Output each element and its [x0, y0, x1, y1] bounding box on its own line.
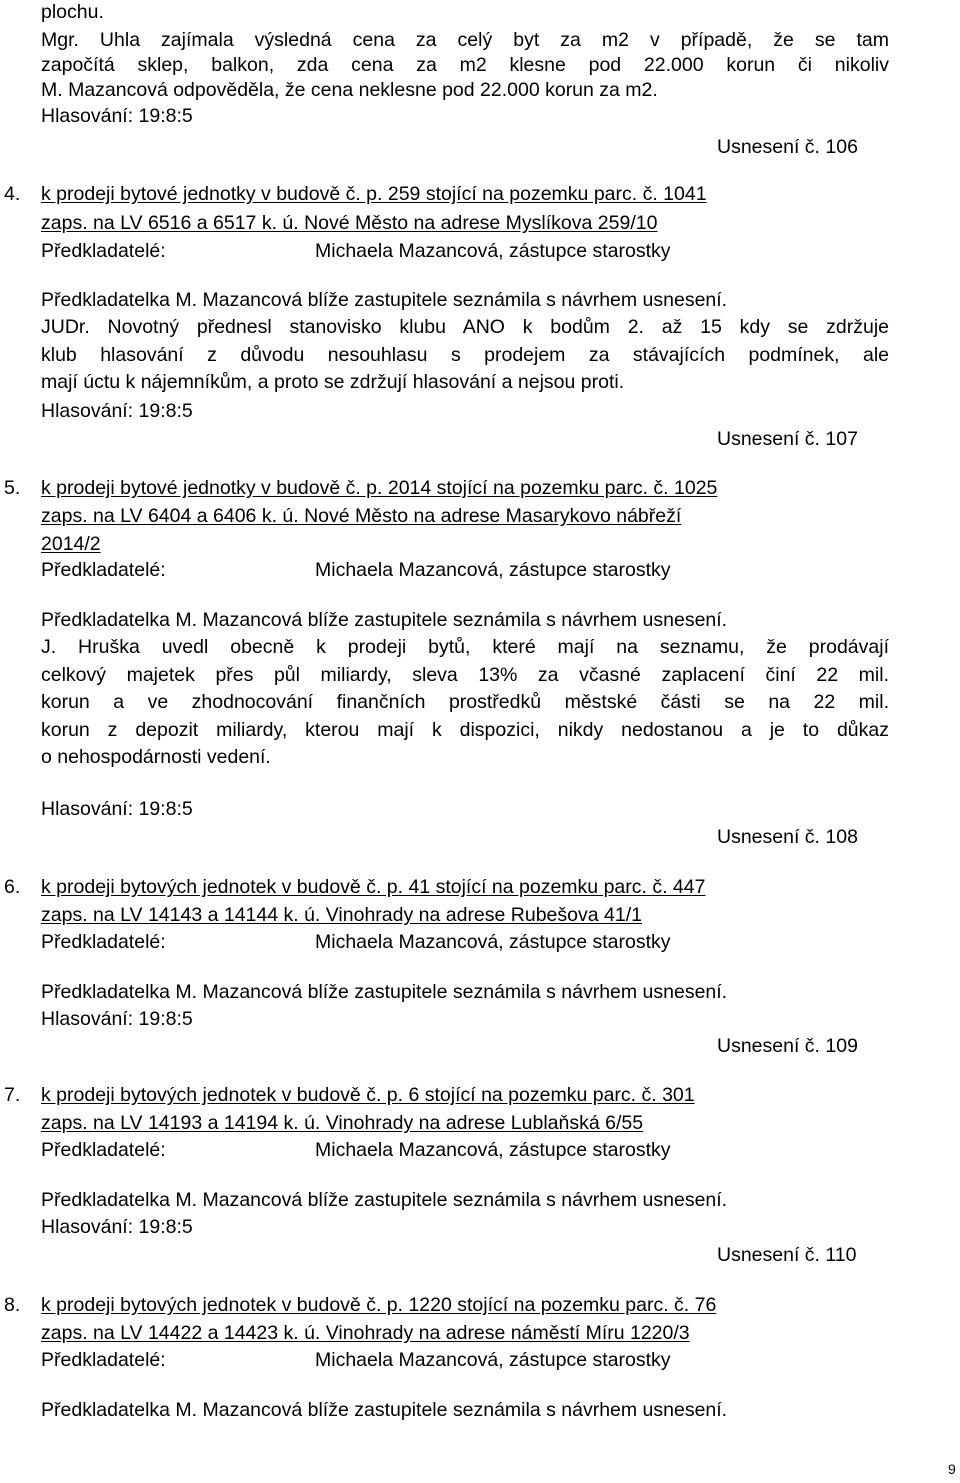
vote-result: Hlasování: 19:8:5 [41, 105, 193, 127]
resolution-number: Usnesení č. 109 [717, 1035, 858, 1057]
body-line: JUDr. Novotný přednesl stanovisko klubu ANO k bodům 2. až 15 kdy se zdržuje [41, 316, 889, 338]
item-title: zaps. na LV 14193 a 14194 k. ú. Vinohrady na adrese Lublaňská 6/55 [41, 1112, 644, 1134]
body-line: Předkladatelka M. Mazancová blíže zastupitele seznámila s návrhem usnesení. [41, 1399, 728, 1421]
item-title: zaps. na LV 14422 a 14423 k. ú. Vinohrady na adrese náměstí Míru 1220/3 [41, 1322, 690, 1344]
presenter-label: Předkladatelé: [41, 931, 166, 953]
vote-result: Hlasování: 19:8:5 [41, 400, 193, 422]
body-line: celkový majetek přes půl miliardy, sleva 13% za včasné zaplacení činí 22 mil. [41, 664, 889, 686]
item-title: k prodeji bytových jednotek v budově č. p. 41 stojící na pozemku parc. č. 447 [41, 876, 706, 898]
body-line: mají úctu k nájemníkům, a proto se zdržují hlasování a nejsou proti. [41, 371, 625, 393]
item-title: k prodeji bytových jednotek v budově č. p. 6 stojící na pozemku parc. č. 301 [41, 1084, 695, 1106]
body-line: Předkladatelka M. Mazancová blíže zastupitele seznámila s návrhem usnesení. [41, 289, 728, 311]
item-title: k prodeji bytových jednotek v budově č. p. 1220 stojící na pozemku parc. č. 76 [41, 1294, 717, 1316]
body-line: o nehospodárnosti vedení. [41, 746, 271, 768]
presenter-label: Předkladatelé: [41, 240, 166, 262]
item-title: zaps. na LV 14143 a 14144 k. ú. Vinohrady na adrese Rubešova 41/1 [41, 904, 642, 926]
intro-line: započítá sklep, balkon, zda cena za m2 klesne pod 22.000 korun či nikoliv [41, 54, 889, 76]
body-line: korun z depozit miliardy, kterou mají k dispozici, nikdy nedostanou a je to důkaz [41, 719, 889, 741]
presenter-label: Předkladatelé: [41, 559, 166, 581]
resolution-number: Usnesení č. 110 [717, 1244, 857, 1266]
presenter-name: Michaela Mazancová, zástupce starostky [315, 559, 671, 581]
presenter-label: Předkladatelé: [41, 1349, 166, 1371]
item-title: zaps. na LV 6516 a 6517 k. ú. Nové Město na adrese Myslíkova 259/10 [41, 212, 658, 234]
resolution-number: Usnesení č. 106 [717, 136, 858, 158]
page-number: 9 [948, 1461, 956, 1477]
intro-line: M. Mazancová odpověděla, že cena neklesne pod 22.000 korun za m2. [41, 79, 658, 101]
item-number: 4. [4, 183, 21, 205]
item-number: 5. [4, 477, 21, 499]
presenter-name: Michaela Mazancová, zástupce starostky [315, 1139, 671, 1161]
vote-result: Hlasování: 19:8:5 [41, 798, 193, 820]
item-title: zaps. na LV 6404 a 6406 k. ú. Nové Město na adrese Masarykovo nábřeží [41, 505, 682, 527]
resolution-number: Usnesení č. 107 [717, 428, 858, 450]
item-title: k prodeji bytové jednotky v budově č. p. 259 stojící na pozemku parc. č. 1041 [41, 183, 707, 205]
body-line: Předkladatelka M. Mazancová blíže zastupitele seznámila s návrhem usnesení. [41, 1189, 728, 1211]
resolution-number: Usnesení č. 108 [717, 826, 858, 848]
vote-result: Hlasování: 19:8:5 [41, 1008, 193, 1030]
item-number: 6. [4, 876, 21, 898]
item-number: 7. [4, 1084, 21, 1106]
presenter-name: Michaela Mazancová, zástupce starostky [315, 240, 671, 262]
item-title: 2014/2 [41, 533, 101, 555]
item-number: 8. [4, 1294, 21, 1316]
body-line: J. Hruška uvedl obecně k prodeji bytů, které mají na seznamu, že prodávají [41, 636, 889, 658]
body-line: klub hlasování z důvodu nesouhlasu s prodejem za stávajících podmínek, ale [41, 344, 889, 366]
body-line: Předkladatelka M. Mazancová blíže zastupitele seznámila s návrhem usnesení. [41, 609, 728, 631]
item-title: k prodeji bytové jednotky v budově č. p. 2014 stojící na pozemku parc. č. 1025 [41, 477, 718, 499]
presenter-name: Michaela Mazancová, zástupce starostky [315, 931, 671, 953]
body-line: Předkladatelka M. Mazancová blíže zastupitele seznámila s návrhem usnesení. [41, 981, 728, 1003]
intro-line: Mgr. Uhla zajímala výsledná cena za celý byt za m2 v případě, že se tam [41, 29, 889, 51]
body-line: korun a ve zhodnocování finančních prostředků městské části se na 22 mil. [41, 691, 889, 713]
presenter-label: Předkladatelé: [41, 1139, 166, 1161]
presenter-name: Michaela Mazancová, zástupce starostky [315, 1349, 671, 1371]
intro-line: plochu. [41, 1, 104, 23]
vote-result: Hlasování: 19:8:5 [41, 1216, 193, 1238]
